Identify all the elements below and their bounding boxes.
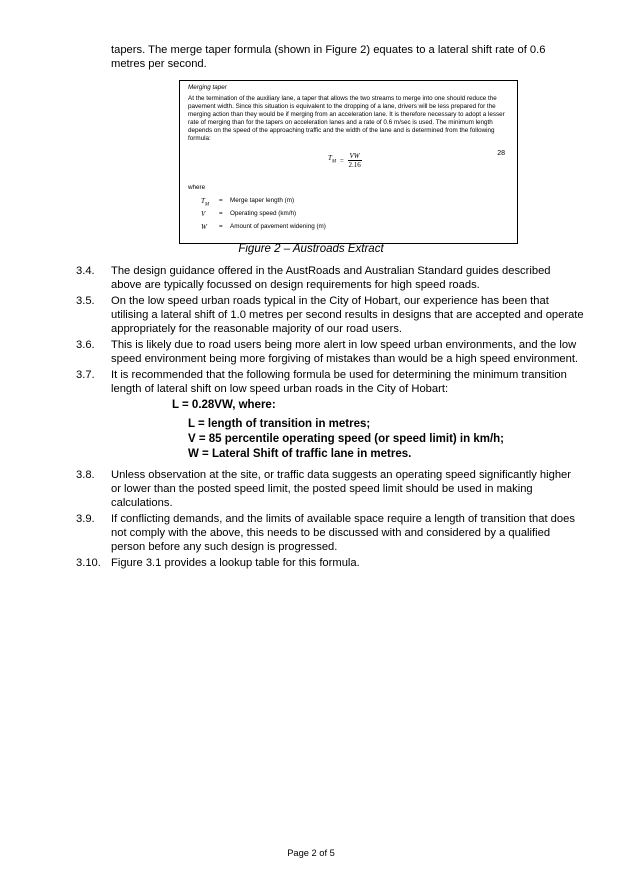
formula-equals: = — [339, 156, 344, 165]
definition-equals: = — [219, 223, 223, 230]
clause-number: 3.6. — [76, 339, 95, 351]
clause-text: It is recommended that the following formula be used for determining the minimum transition length of lateral shift on low speed urban roads in the City of Hobart: — [111, 369, 567, 395]
transition-formula-block — [111, 398, 584, 462]
formula-lhs: T — [328, 154, 332, 163]
intro-paragraph: tapers. The merge taper formula (shown in Figure 2) equates to a lateral shift rate of 0.6 metres per second. — [111, 44, 546, 70]
merge-taper-formula — [188, 150, 509, 178]
equation-number: 28 — [497, 150, 505, 157]
clause-number: 3.10. — [76, 557, 101, 569]
austroads-extract-figure — [179, 80, 518, 244]
definition-text: Operating speed (km/h) — [230, 210, 297, 217]
formula-numerator: VW — [349, 152, 360, 160]
where-label: where — [188, 184, 206, 191]
clause-number: 3.8. — [76, 469, 95, 481]
transition-formula-definitions — [188, 417, 584, 462]
formula-fraction — [348, 152, 362, 169]
definition-symbol: W — [201, 223, 207, 231]
figure-caption: Figure 2 – Austroads Extract — [238, 243, 384, 255]
clause-text: Unless observation at the site, or traffic data suggests an operating speed significantly higher or lower than the posted speed limit, the posted speed limit should be used in making calculations. — [111, 469, 571, 509]
clause-number: 3.7. — [76, 369, 95, 381]
definition-row — [188, 210, 509, 223]
clause-text: Figure 3.1 provides a lookup table for this formula. — [111, 557, 360, 569]
definition-row — [188, 223, 509, 236]
formula-denominator: 2.16 — [348, 161, 361, 169]
figure-body-text: At the termination of the auxiliary lane, a taper that allows the two streams to merge into one should reduce the pavement width. Since this situation is equivalent to the dropping of a lane, drivers will be less prepared for the merging action than they would be if merging from an acceleration lane. It is therefore necessary to adopt a lesser rate of merging than for the tapers on acceleration lanes and a rate of 0.6 m/sec is used. The minimum length depends on the speed of the approaching traffic and the width of the lane and is determined from the following formula: — [188, 95, 505, 142]
clause-number: 3.9. — [76, 513, 95, 525]
clause-number: 3.5. — [76, 295, 95, 307]
formula-definition: W = Lateral Shift of traffic lane in metres. — [188, 448, 412, 460]
formula-definition: L = length of transition in metres; — [188, 418, 371, 430]
clause-item — [76, 264, 584, 292]
clause-item — [76, 338, 584, 366]
clause-text: If conflicting demands, and the limits of available space require a length of transition that does not comply with the above, this needs to be discussed with and considered by a qualified person before any such design is progressed. — [111, 513, 575, 553]
definition-text: Amount of pavement widening (m) — [230, 223, 326, 230]
definition-symbol: T — [201, 197, 205, 205]
definition-equals: = — [219, 210, 223, 217]
clause-number: 3.4. — [76, 265, 95, 277]
clause-item — [76, 556, 584, 570]
transition-formula: L = 0.28VW, where: — [172, 399, 276, 411]
figure-heading: Merging taper — [188, 84, 227, 91]
page-number: Page 2 of 5 — [287, 848, 335, 858]
formula-lhs-subscript: M — [331, 159, 337, 165]
definition-text: Merge taper length (m) — [230, 197, 295, 204]
clause-item — [76, 468, 584, 510]
numbered-clauses — [76, 264, 584, 572]
definition-symbol: V — [201, 210, 206, 218]
clause-item — [76, 294, 584, 336]
clause-text: This is likely due to road users being more alert in low speed urban environments, and the low speed environment being more forgiving of mistakes than would be a high speed environment. — [111, 339, 579, 365]
clause-text: The design guidance offered in the AustRoads and Australian Standard guides described above are typically focussed on design requirements for high speed roads. — [111, 265, 551, 291]
clause-item — [76, 512, 584, 554]
formula-definition: V = 85 percentile operating speed (or speed limit) in km/h; — [188, 433, 505, 445]
definition-list — [188, 197, 509, 236]
clause-item — [76, 368, 584, 462]
definition-row — [188, 197, 509, 210]
definition-symbol-subscript: M — [204, 202, 210, 208]
clause-text: On the low speed urban roads typical in the City of Hobart, our experience has been that utilising a lateral shift of 1.0 metres per second results in designs that are accepted and operate appropriately for the reasonable majority of our road users. — [111, 295, 584, 335]
definition-equals: = — [219, 197, 223, 204]
